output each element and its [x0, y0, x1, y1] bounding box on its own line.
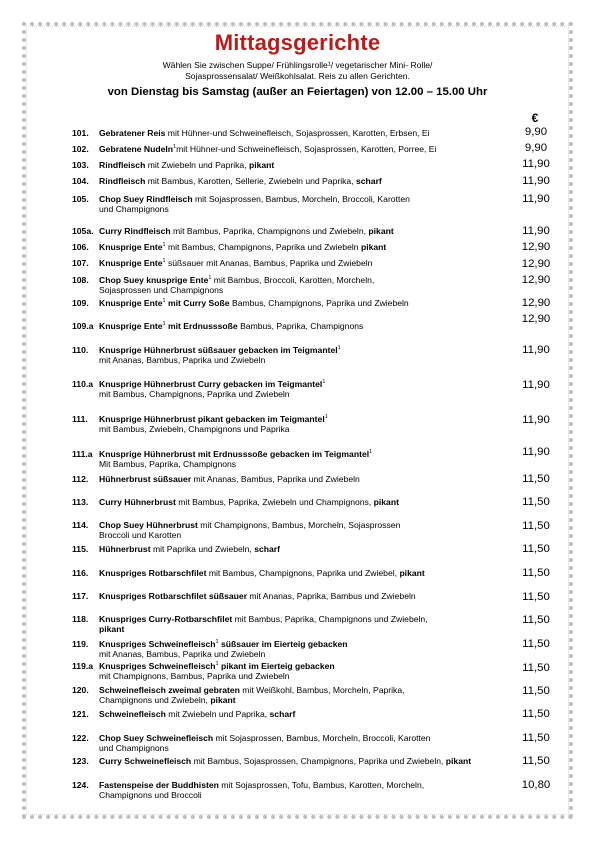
- item-price: 11,50: [522, 473, 550, 485]
- item-ingredients-continued: und Champignons: [99, 743, 169, 753]
- item-ingredients: mit Bambus, Paprika, Champignons und Zwiebeln,: [170, 226, 369, 236]
- allergen-footnote-mark: 1: [324, 414, 328, 421]
- item-price: 11,50: [522, 755, 550, 767]
- item-ingredients: mit Zwiebeln und Paprika,: [145, 160, 249, 170]
- item-number: 124.: [72, 780, 89, 790]
- item-name: Gebratene Nudeln: [99, 144, 174, 154]
- item-name: Knusprige Hühnerbrust Curry gebacken im Teigmantel: [99, 379, 323, 389]
- item-description: [99, 144, 511, 154]
- item-number: 118.: [72, 614, 89, 624]
- item-price: 11,50: [522, 614, 550, 626]
- item-number: 105a.: [72, 226, 94, 236]
- item-price: 11,90: [522, 379, 550, 391]
- item-description: [99, 497, 511, 507]
- item-description-line-1: [99, 414, 511, 424]
- item-number: 119.a: [72, 661, 94, 671]
- item-description: [99, 661, 511, 681]
- item-ingredients: mit Zwiebeln und Paprika,: [165, 709, 270, 719]
- intro-line-1: Wählen Sie zwischen Suppe/ Frühlingsrolle¹/ vegetarischer Mini- Rolle/: [162, 60, 433, 70]
- item-description-line-1: [99, 321, 511, 331]
- item-price: 11,50: [522, 520, 550, 532]
- item-number: 102.: [72, 144, 89, 154]
- item-name: Rindfleisch: [99, 176, 146, 186]
- item-name-suffix: mit Erdnusssoße: [165, 321, 238, 331]
- item-description-line-1: [99, 194, 511, 204]
- item-name: Knusprige Ente: [99, 298, 163, 308]
- allergen-footnote-mark: 1: [215, 661, 219, 668]
- spiciness-label: scharf: [269, 709, 296, 719]
- item-name: Knuspriges Rotbarschfilet süßsauer: [99, 591, 248, 601]
- item-description-line-2: [99, 695, 511, 705]
- item-name: Knusprige Ente: [99, 258, 163, 268]
- item-description-line-1: [99, 128, 511, 138]
- item-name-suffix: süßsauer im Eierteig gebacken: [218, 639, 348, 649]
- allergen-footnote-mark: 1: [337, 345, 341, 352]
- item-description: [99, 733, 511, 753]
- item-price: 11,50: [522, 662, 550, 674]
- item-price: 12,90: [521, 241, 551, 253]
- spiciness-label: pikant: [368, 226, 394, 236]
- item-description-line-1: [99, 144, 511, 154]
- item-description-line-1: [99, 226, 511, 236]
- item-description-line-1: [99, 614, 511, 624]
- item-description: [99, 128, 511, 138]
- item-description-line-1: [99, 379, 511, 389]
- item-ingredients: mit Bambus, Champignons, Paprika und Zwiebel,: [206, 568, 400, 578]
- item-name: Curry Rindfleisch: [99, 226, 171, 236]
- item-price: 12,90: [521, 274, 551, 286]
- item-ingredients: mit Bambus, Sojasprossen, Champignons, Paprika und Zwiebeln,: [191, 756, 446, 766]
- item-description-line-2: [99, 355, 511, 365]
- item-description: [99, 614, 511, 634]
- item-name: Knusprige Ente: [99, 321, 163, 331]
- item-number: 107.: [72, 258, 89, 268]
- item-description: [99, 321, 511, 331]
- item-description-line-2: [99, 624, 511, 634]
- item-price: 11,90: [522, 344, 550, 356]
- item-number: 110.: [72, 345, 89, 355]
- item-name: Knusprige Hühnerbrust süßsauer gebacken im Teigmantel: [99, 345, 338, 355]
- item-number: 116.: [72, 568, 89, 578]
- item-name: Knusprige Hühnerbrust pikant gebacken im Teigmantel: [99, 414, 325, 424]
- currency-symbol: €: [531, 111, 539, 125]
- item-description-line-1: [99, 780, 511, 790]
- item-price: 10,80: [521, 779, 551, 791]
- item-price: 11,50: [522, 638, 550, 650]
- item-price: 12,90: [521, 313, 551, 325]
- page-title: Mittagsgerichte: [214, 30, 381, 55]
- item-price: 11,90: [522, 446, 550, 458]
- item-description: [99, 160, 511, 170]
- item-description: [99, 639, 511, 659]
- item-price: 9,90: [524, 142, 548, 154]
- item-price: 11,50: [522, 591, 550, 603]
- item-description: [99, 544, 511, 554]
- item-ingredients: mit Hühner-und Schweinefleisch, Sojasprossen, Karotten, Erbsen, Ei: [165, 128, 430, 138]
- item-number: 106.: [72, 242, 89, 252]
- item-description-line-1: [99, 345, 511, 355]
- item-ingredients: mit Ananas, Bambus, Paprika und Zwiebeln: [191, 474, 360, 484]
- item-description-line-2: [99, 743, 511, 753]
- item-ingredients: mit Sojasprossen, Tofu, Bambus, Karotten, Morcheln,: [218, 780, 425, 790]
- item-ingredients: mit Weißkohl, Bambus, Morcheln, Paprika,: [239, 685, 405, 695]
- item-description-line-1: [99, 685, 511, 695]
- item-number: 119.: [72, 639, 89, 649]
- item-ingredients: mit Bambus, Broccoli, Karotten, Morcheln,: [211, 275, 375, 285]
- item-description-line-1: [99, 544, 511, 554]
- item-description-line-1: [99, 709, 511, 719]
- allergen-footnote-mark: 1: [162, 321, 166, 328]
- item-name: Curry Schweinefleisch: [99, 756, 192, 766]
- item-number: 115.: [72, 544, 89, 554]
- item-ingredients-continued: mit Ananas, Bambus, Paprika und Zwiebeln: [99, 649, 266, 659]
- item-description: [99, 298, 511, 308]
- item-price: 11,90: [522, 175, 550, 187]
- allergen-footnote-mark: 1: [208, 275, 212, 282]
- item-ingredients: mit Sojasprossen, Bambus, Morcheln, Broccoli, Karotten: [213, 733, 431, 743]
- item-ingredients-continued: mit Champignons, Bambus, Paprika und Zwiebeln: [99, 671, 290, 681]
- spiciness-label: pikant: [210, 695, 236, 705]
- item-name: Knusprige Hühnerbrust mit Erdnusssoße gebacken im Teigmantel: [99, 449, 370, 459]
- item-number: 121.: [72, 709, 89, 719]
- item-number: 109.: [72, 298, 89, 308]
- item-description-line-2: [99, 389, 511, 399]
- item-number: 101.: [72, 128, 89, 138]
- item-price: 11,90: [522, 225, 550, 237]
- spiciness-label: pikant: [445, 756, 472, 766]
- item-name: Knuspriges Curry-Rotbarschfilet: [99, 614, 233, 624]
- item-description-line-1: [99, 733, 511, 743]
- item-ingredients: Bambus, Paprika, Champignons: [237, 321, 364, 331]
- item-description-line-2: [99, 530, 511, 540]
- item-description: [99, 176, 511, 186]
- item-number: 110.a: [72, 379, 94, 389]
- item-description: [99, 449, 511, 469]
- item-name: Fastenspeise der Buddhisten: [99, 780, 219, 790]
- item-number: 123.: [72, 756, 89, 766]
- item-name: Curry Hühnerbrust: [99, 497, 176, 507]
- item-ingredients-continued: mit Bambus, Zwiebeln, Champignons und Paprika: [99, 424, 290, 434]
- item-description: [99, 345, 511, 365]
- item-description: [99, 709, 511, 719]
- item-description-line-2: [99, 285, 511, 295]
- item-name: Schweinefleisch: [99, 709, 166, 719]
- item-name: Knuspriges Schweinefleisch: [99, 661, 216, 671]
- allergen-footnote-mark: 1: [173, 144, 177, 151]
- item-price: 12,90: [521, 297, 551, 309]
- spiciness-label: pikant: [399, 568, 425, 578]
- item-ingredients: mit Sojasprossen, Bambus, Morcheln, Broccoli, Karotten: [192, 194, 410, 204]
- item-description: [99, 194, 511, 214]
- item-ingredients: mit Bambus, Paprika, Champignons und Zwiebeln,: [232, 614, 428, 624]
- item-ingredients: mit Champignons, Bambus, Morcheln, Sojasprossen: [197, 520, 401, 530]
- item-name: Knuspriges Rotbarschfilet: [99, 568, 207, 578]
- item-description: [99, 275, 511, 295]
- item-price: 11,50: [522, 732, 550, 744]
- item-ingredients: mit Bambus, Karotten, Sellerie, Zwiebeln und Paprika,: [145, 176, 356, 186]
- item-description-line-1: [99, 449, 511, 459]
- item-description: [99, 568, 511, 578]
- item-ingredients: Bambus, Champignons, Paprika und Zwiebeln: [229, 298, 409, 308]
- item-ingredients: mit Bambus, Champignons, Paprika und Zwiebeln: [165, 242, 361, 252]
- item-description-line-2: [99, 790, 511, 800]
- item-description-line-2: [99, 649, 511, 659]
- item-description-line-1: [99, 298, 511, 308]
- allergen-footnote-mark: 1: [369, 449, 373, 456]
- item-name-suffix: mit Curry Soße: [165, 298, 230, 308]
- item-number: 108.: [72, 275, 89, 285]
- item-description-line-1: [99, 568, 511, 578]
- allergen-footnote-mark: 1: [322, 379, 326, 386]
- item-name: Chop Suey Schweinefleisch: [99, 733, 214, 743]
- opening-hours: von Dienstag bis Samstag (außer an Feiertagen) von 12.00 – 15.00 Uhr: [107, 86, 488, 98]
- item-ingredients: mit Bambus, Paprika, Zwiebeln und Champignons,: [175, 497, 374, 507]
- item-price: 11,90: [522, 158, 550, 170]
- item-description-line-1: [99, 661, 511, 671]
- item-name: Rindfleisch: [99, 160, 146, 170]
- intro-text: [120, 60, 475, 82]
- item-description: [99, 226, 511, 236]
- spiciness-label: pikant: [360, 242, 387, 252]
- item-description: [99, 474, 511, 484]
- item-price: 12,90: [521, 258, 551, 270]
- intro-line-2: Sojasprossensalat/ Weißkohlsalat. Reis zu allen Gerichten.: [185, 71, 410, 81]
- item-ingredients: mit Hühner-und Schweinefleisch, Sojasprossen, Karotten, Porree, Ei: [176, 144, 437, 154]
- item-number: 113.: [72, 497, 89, 507]
- spiciness-label: scharf: [254, 544, 281, 554]
- item-description-line-1: [99, 474, 511, 484]
- item-description: [99, 685, 511, 705]
- item-description-line-2: [99, 424, 511, 434]
- item-price: 11,50: [522, 567, 550, 579]
- allergen-footnote-mark: 1: [162, 258, 166, 265]
- item-price: 11,90: [522, 193, 550, 205]
- item-ingredients-continued: mit Ananas, Bambus, Paprika und Zwiebeln: [99, 355, 266, 365]
- item-number: 111.a: [72, 449, 93, 459]
- item-number: 104.: [72, 176, 89, 186]
- spiciness-label: pikant: [248, 160, 275, 170]
- item-ingredients: süßsauer mit Ananas, Bambus, Paprika und Zwiebeln: [165, 258, 373, 268]
- item-description: [99, 242, 511, 252]
- item-price: 9,90: [524, 126, 548, 138]
- item-name: Hühnerbrust: [99, 544, 151, 554]
- item-description: [99, 756, 511, 766]
- item-ingredients-continued: mit Bambus, Champignons, Paprika und Zwiebeln: [99, 389, 290, 399]
- item-description-line-2: [99, 204, 511, 214]
- item-description-line-1: [99, 756, 511, 766]
- item-description-line-1: [99, 160, 511, 170]
- spiciness-label: pikant: [99, 624, 125, 634]
- item-number: 105.: [72, 194, 89, 204]
- item-price: 11,50: [522, 543, 550, 555]
- item-description: [99, 520, 511, 540]
- item-number: 112.: [72, 474, 89, 484]
- item-name: Schweinefleisch zweimal gebraten: [99, 685, 240, 695]
- spiciness-label: scharf: [355, 176, 382, 186]
- item-description: [99, 591, 511, 601]
- item-description: [99, 258, 511, 268]
- item-number: 109.a: [72, 321, 94, 331]
- item-number: 122.: [72, 733, 89, 743]
- allergen-footnote-mark: 1: [162, 242, 166, 249]
- item-description: [99, 780, 511, 800]
- item-name: Gebratener Reis: [99, 128, 166, 138]
- item-name: Chop Suey knusprige Ente: [99, 275, 209, 285]
- item-name: Knusprige Ente: [99, 242, 163, 252]
- item-ingredients-continued: Mit Bambus, Paprika, Champignons: [99, 459, 237, 469]
- item-description-line-2: [99, 459, 511, 469]
- item-description-line-1: [99, 639, 511, 649]
- item-ingredients: mit Ananas, Paprika, Bambus und Zwiebeln: [247, 591, 416, 601]
- item-number: 111.: [72, 414, 88, 424]
- item-description-line-1: [99, 258, 511, 268]
- item-description-line-1: [99, 275, 511, 285]
- item-ingredients-continued: und Champignons: [99, 204, 169, 214]
- item-description-line-1: [99, 591, 511, 601]
- item-description-line-1: [99, 520, 511, 530]
- item-ingredients-continued: Champignons und Broccoli: [99, 790, 202, 800]
- item-ingredients-continued: Broccoli und Karotten: [99, 530, 182, 540]
- item-description: [99, 414, 511, 434]
- item-number: 103.: [72, 160, 89, 170]
- item-ingredients: mit Paprika und Zwiebeln,: [150, 544, 255, 554]
- item-name: Knuspriges Schweinefleisch: [99, 639, 216, 649]
- item-description-line-1: [99, 497, 511, 507]
- item-description-line-1: [99, 242, 511, 252]
- spiciness-label: pikant: [373, 497, 399, 507]
- item-number: 117.: [72, 591, 89, 601]
- item-number: 120.: [72, 685, 89, 695]
- item-description-line-2: [99, 671, 511, 681]
- item-ingredients-continued: Sojasprossen und Champignons: [99, 285, 224, 295]
- item-name: Hühnerbrust süßsauer: [99, 474, 192, 484]
- allergen-footnote-mark: 1: [215, 639, 219, 646]
- allergen-footnote-mark: 1: [162, 298, 166, 305]
- item-name-suffix: pikant im Eierteig gebacken: [218, 661, 335, 671]
- item-price: 11,50: [522, 708, 550, 720]
- item-ingredients-continued: Champignons und Zwiebeln,: [99, 695, 211, 705]
- item-description: [99, 379, 511, 399]
- item-price: 11,50: [522, 685, 550, 697]
- item-description-line-1: [99, 176, 511, 186]
- item-name: Chop Suey Rindfleisch: [99, 194, 193, 204]
- item-number: 114.: [72, 520, 89, 530]
- item-price: 11,50: [522, 496, 550, 508]
- item-price: 11,90: [522, 414, 550, 426]
- item-name: Chop Suey Hühnerbrust: [99, 520, 198, 530]
